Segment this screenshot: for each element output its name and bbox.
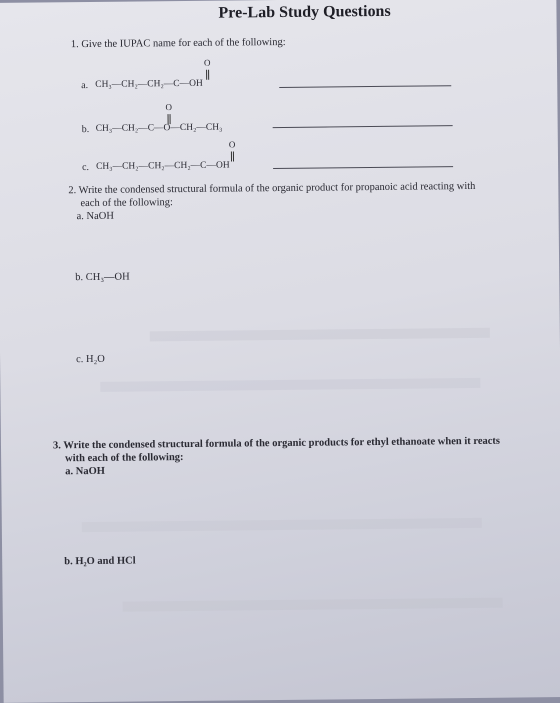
q1a-answer-line[interactable]: [279, 85, 451, 88]
bleed-through-texture: [100, 378, 480, 392]
q1a-oxygen: O: [203, 57, 211, 68]
q1c-double-bond: [231, 151, 234, 161]
q1a-structure: [95, 57, 275, 99]
q2a-label: a. NaOH: [76, 210, 114, 223]
q1b-structure: [95, 101, 275, 143]
bleed-through-texture: [123, 598, 503, 612]
question-2-line1: 2. Write the condensed structural formula of the organic product for propanoic acid reacting with: [68, 180, 476, 197]
q2c-label: c. H₂O: [76, 353, 105, 366]
q3b-label: b. H₂O and HCl: [64, 555, 136, 568]
question-2-line2: each of the following:: [80, 197, 173, 210]
bleed-through-texture: [150, 328, 490, 342]
q1b-answer-line[interactable]: [273, 125, 453, 128]
q1b-letter: b.: [81, 123, 90, 136]
q1c-oxygen: O: [228, 139, 236, 150]
q2b-label: b. CH₃—OH: [75, 271, 130, 284]
q1a-letter: a.: [81, 79, 89, 92]
q1c-formula: CH₃—CH₂—CH₂—CH₂—C—OH: [96, 160, 230, 172]
page-title: Pre-Lab Study Questions: [218, 2, 391, 22]
q1b-oxygen: O: [165, 102, 173, 113]
q1b-formula: CH₃—CH₂—C—O—CH₂—CH₃: [95, 122, 223, 134]
bleed-through-texture: [82, 518, 482, 532]
question-3-line2: with each of the following:: [65, 452, 184, 465]
q1a-double-bond: [206, 70, 209, 80]
q1c-structure: [96, 139, 276, 181]
q3a-label: a. NaOH: [65, 465, 105, 478]
question-1-text: 1. Give the IUPAC name for each of the following:: [70, 36, 286, 51]
q1a-formula: CH₃—CH₂—CH₂—C—OH: [95, 78, 203, 90]
q1c-letter: c.: [82, 161, 90, 174]
question-3-line1: 3. Write the condensed structural formula of the organic products for ethyl ethanoate when it reacts: [52, 435, 501, 452]
q1c-answer-line[interactable]: [273, 166, 453, 169]
